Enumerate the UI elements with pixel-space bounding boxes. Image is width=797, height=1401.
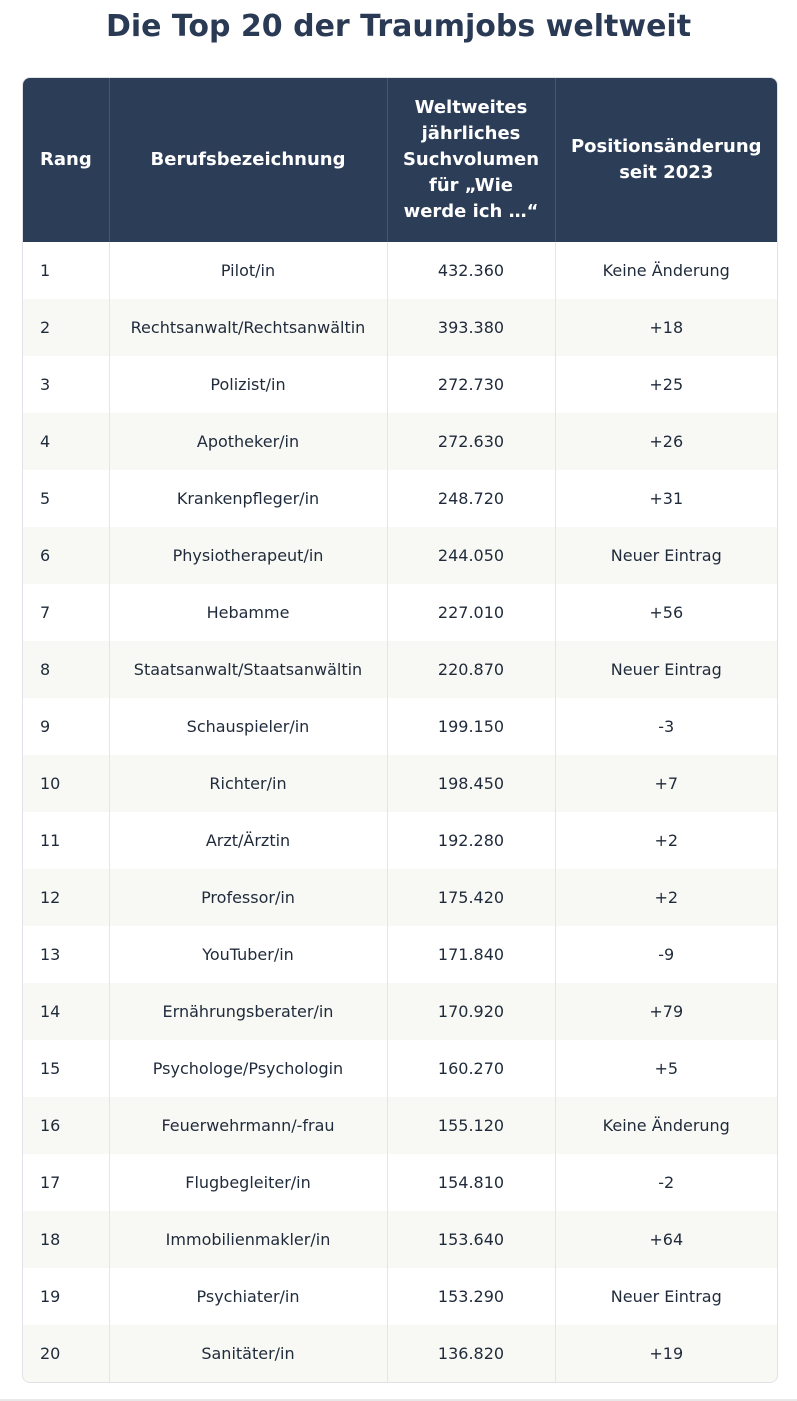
- table-row: [23, 470, 777, 527]
- cell-job-title: Apotheker/in: [109, 413, 387, 470]
- cell-position-change: Neuer Eintrag: [555, 1268, 777, 1325]
- cell-position-change: +25: [555, 356, 777, 413]
- cell-search-volume: 272.730: [387, 356, 555, 413]
- table-row: [23, 299, 777, 356]
- cell-position-change: +18: [555, 299, 777, 356]
- cell-position-change: Neuer Eintrag: [555, 641, 777, 698]
- cell-rank: 16: [23, 1097, 109, 1154]
- table-row: [23, 1097, 777, 1154]
- cell-rank: 5: [23, 470, 109, 527]
- table-body: [23, 242, 777, 1382]
- cell-position-change: -9: [555, 926, 777, 983]
- cell-search-volume: 160.270: [387, 1040, 555, 1097]
- cell-search-volume: 155.120: [387, 1097, 555, 1154]
- header-rank: Rang: [23, 78, 109, 242]
- header-search-volume: Weltweites jährliches Suchvolumen für „Wie werde ich …“: [387, 78, 555, 242]
- cell-search-volume: 272.630: [387, 413, 555, 470]
- cell-position-change: +19: [555, 1325, 777, 1382]
- table-header: [23, 78, 777, 242]
- cell-job-title: Physiotherapeut/in: [109, 527, 387, 584]
- table-row: [23, 584, 777, 641]
- cell-rank: 19: [23, 1268, 109, 1325]
- table-row: [23, 1154, 777, 1211]
- cell-rank: 3: [23, 356, 109, 413]
- cell-search-volume: 244.050: [387, 527, 555, 584]
- cell-job-title: Richter/in: [109, 755, 387, 812]
- cell-position-change: +56: [555, 584, 777, 641]
- cell-job-title: Schauspieler/in: [109, 698, 387, 755]
- cell-search-volume: 248.720: [387, 470, 555, 527]
- cell-search-volume: 136.820: [387, 1325, 555, 1382]
- cell-search-volume: 227.010: [387, 584, 555, 641]
- cell-rank: 13: [23, 926, 109, 983]
- cell-job-title: Hebamme: [109, 584, 387, 641]
- cell-job-title: Professor/in: [109, 869, 387, 926]
- cell-search-volume: 175.420: [387, 869, 555, 926]
- table-row: [23, 527, 777, 584]
- cell-search-volume: 198.450: [387, 755, 555, 812]
- cell-search-volume: 153.640: [387, 1211, 555, 1268]
- header-job-title: Berufsbezeichnung: [109, 78, 387, 242]
- cell-rank: 1: [23, 242, 109, 299]
- ranking-table-container: [22, 77, 778, 1383]
- page-title: Die Top 20 der Traumjobs weltweit: [105, 9, 692, 44]
- cell-job-title: Rechtsanwalt/Rechtsanwältin: [109, 299, 387, 356]
- cell-rank: 11: [23, 812, 109, 869]
- table-row: [23, 698, 777, 755]
- header-row: [23, 78, 777, 242]
- cell-job-title: Pilot/in: [109, 242, 387, 299]
- cell-position-change: +5: [555, 1040, 777, 1097]
- table-row: [23, 242, 777, 299]
- cell-job-title: Psychiater/in: [109, 1268, 387, 1325]
- cell-rank: 18: [23, 1211, 109, 1268]
- ranking-table: [23, 78, 777, 1382]
- table-row: [23, 413, 777, 470]
- cell-job-title: Krankenpfleger/in: [109, 470, 387, 527]
- cell-rank: 15: [23, 1040, 109, 1097]
- cell-job-title: Sanitäter/in: [109, 1325, 387, 1382]
- table-row: [23, 1211, 777, 1268]
- cell-job-title: Immobilienmakler/in: [109, 1211, 387, 1268]
- table-row: [23, 356, 777, 413]
- table-row: [23, 641, 777, 698]
- cell-rank: 9: [23, 698, 109, 755]
- cell-position-change: -3: [555, 698, 777, 755]
- cell-rank: 4: [23, 413, 109, 470]
- cell-job-title: Flugbegleiter/in: [109, 1154, 387, 1211]
- cell-job-title: Staatsanwalt/Staatsanwältin: [109, 641, 387, 698]
- cell-position-change: +26: [555, 413, 777, 470]
- cell-search-volume: 171.840: [387, 926, 555, 983]
- table-row: [23, 1040, 777, 1097]
- table-row: [23, 1325, 777, 1382]
- cell-position-change: Keine Änderung: [555, 242, 777, 299]
- cell-job-title: Arzt/Ärztin: [109, 812, 387, 869]
- cell-position-change: +79: [555, 983, 777, 1040]
- cell-position-change: +31: [555, 470, 777, 527]
- cell-position-change: +64: [555, 1211, 777, 1268]
- cell-search-volume: 432.360: [387, 242, 555, 299]
- cell-rank: 17: [23, 1154, 109, 1211]
- cell-search-volume: 220.870: [387, 641, 555, 698]
- table-row: [23, 869, 777, 926]
- cell-search-volume: 199.150: [387, 698, 555, 755]
- cell-rank: 20: [23, 1325, 109, 1382]
- cell-rank: 7: [23, 584, 109, 641]
- cell-search-volume: 393.380: [387, 299, 555, 356]
- cell-position-change: +2: [555, 812, 777, 869]
- cell-job-title: Psychologe/Psychologin: [109, 1040, 387, 1097]
- cell-rank: 12: [23, 869, 109, 926]
- cell-job-title: YouTuber/in: [109, 926, 387, 983]
- cell-position-change: +2: [555, 869, 777, 926]
- cell-search-volume: 192.280: [387, 812, 555, 869]
- header-position-change: Positionsänderung seit 2023: [555, 78, 777, 242]
- cell-job-title: Ernährungsberater/in: [109, 983, 387, 1040]
- cell-job-title: Feuerwehrmann/-frau: [109, 1097, 387, 1154]
- cell-search-volume: 154.810: [387, 1154, 555, 1211]
- cell-rank: 10: [23, 755, 109, 812]
- cell-rank: 2: [23, 299, 109, 356]
- table-row: [23, 1268, 777, 1325]
- cell-search-volume: 153.290: [387, 1268, 555, 1325]
- cell-position-change: +7: [555, 755, 777, 812]
- cell-position-change: -2: [555, 1154, 777, 1211]
- table-row: [23, 755, 777, 812]
- table-row: [23, 812, 777, 869]
- table-row: [23, 983, 777, 1040]
- cell-rank: 6: [23, 527, 109, 584]
- cell-position-change: Keine Änderung: [555, 1097, 777, 1154]
- cell-search-volume: 170.920: [387, 983, 555, 1040]
- cell-job-title: Polizist/in: [109, 356, 387, 413]
- cell-rank: 8: [23, 641, 109, 698]
- cell-rank: 14: [23, 983, 109, 1040]
- table-row: [23, 926, 777, 983]
- cell-position-change: Neuer Eintrag: [555, 527, 777, 584]
